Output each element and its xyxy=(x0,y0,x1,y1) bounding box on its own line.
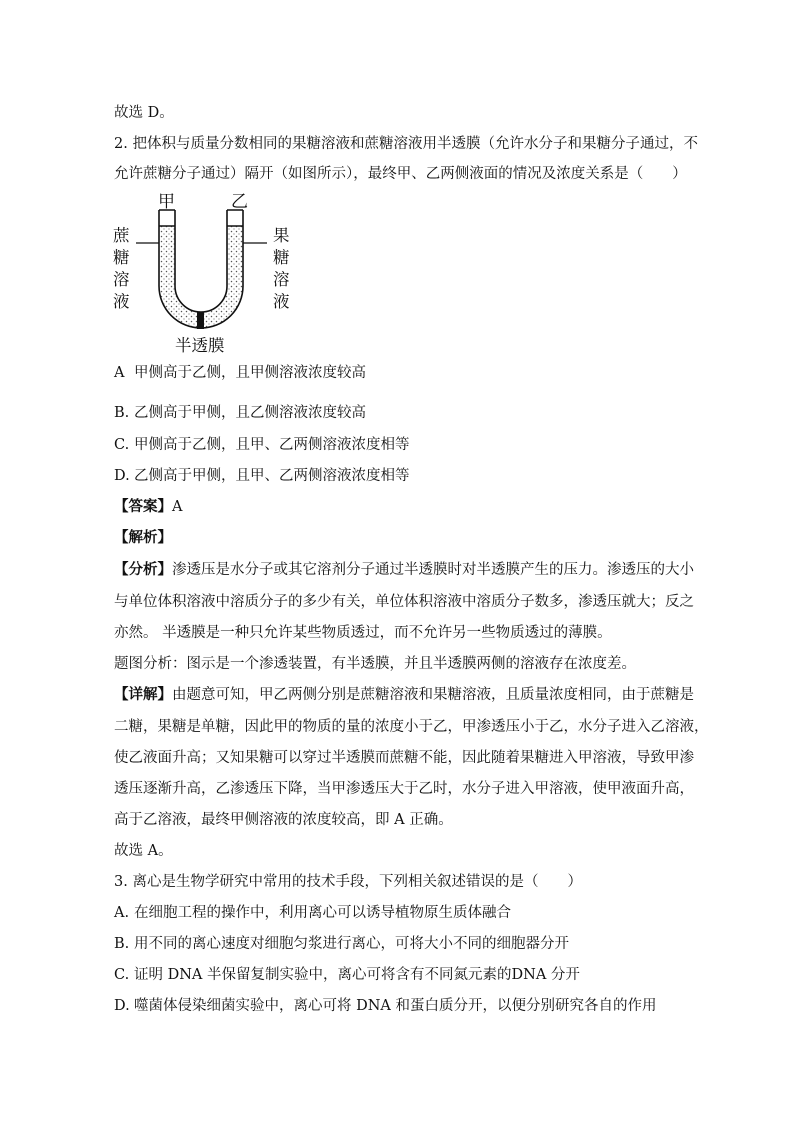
q2-option-c-text: 甲侧高于乙侧，且甲、乙两侧溶液浓度相等 xyxy=(134,437,410,453)
right-side-label xyxy=(273,226,290,311)
q2-option-d-letter: D. xyxy=(114,468,130,484)
analysis-tag: 【解析】 xyxy=(114,529,172,546)
q2-option-b-text: 乙侧高于甲侧，且乙侧溶液浓度较高 xyxy=(134,405,366,421)
q2-option-c-letter: C. xyxy=(114,437,130,453)
question-2-stem-line-1: 2. 把体积与质量分数相同的果糖溶液和蔗糖溶液用半透膜（允许水分子和果糖分子通过，不 xyxy=(114,136,698,152)
answer-line xyxy=(114,497,182,517)
q2-option-b[interactable] xyxy=(114,403,366,423)
xiangjie-line-3: 使乙液面升高；又知果糖可以穿过半透膜而蔗糖不能，因此随着果糖进入甲溶液，导致甲渗 xyxy=(114,750,694,766)
q3-option-d-text: 噬菌体侵染细菌实验中，离心可将 DNA 和蛋白质分开，以便分别研究各自的作用 xyxy=(134,998,657,1014)
question-2-conclusion: 故选 A。 xyxy=(114,843,173,859)
svg-text:溶: 溶 xyxy=(113,270,130,289)
svg-text:溶: 溶 xyxy=(273,270,290,289)
xiangjie-line-4: 透压逐渐升高，乙渗透压下降，当甲渗透压大于乙时，水分子进入甲溶液，使甲液面升高， xyxy=(114,781,694,797)
semi-permeable-membrane xyxy=(197,312,204,329)
q3-option-b[interactable] xyxy=(114,934,569,954)
question-3-stem: 3. 离心是生物学研究中常用的技术手段，下列相关叙述错误的是（ ） xyxy=(114,874,582,890)
q2-option-d[interactable] xyxy=(114,466,410,486)
q3-option-c[interactable] xyxy=(114,965,580,985)
previous-conclusion: 故选 D。 xyxy=(114,105,174,121)
q3-option-c-letter: C. xyxy=(114,967,130,983)
answer-value: A xyxy=(172,499,183,515)
q3-option-d-letter: D. xyxy=(114,998,130,1014)
xiangjie-line-1 xyxy=(114,685,694,705)
fenxi-line-3: 亦然。 半透膜是一种只允许某些物质透过，而不允许另一些物质透过的薄膜。 xyxy=(114,625,612,641)
svg-text:液: 液 xyxy=(113,292,130,311)
xiangjie-tag: 【详解】 xyxy=(114,686,172,703)
fenxi-tag: 【分析】 xyxy=(114,561,172,578)
left-side-label xyxy=(113,226,130,311)
question-2-stem-line-2: 允许蔗糖分子通过）隔开（如图所示），最终甲、乙两侧液面的情况及浓度关系是（ ） xyxy=(114,166,687,182)
label-yi: 乙 xyxy=(231,192,248,212)
svg-text:蔗: 蔗 xyxy=(113,226,130,245)
xiangjie-line-5: 高于乙溶液，最终甲侧溶液的浓度较高，即 A 正确。 xyxy=(114,812,453,828)
q3-option-d[interactable] xyxy=(114,996,657,1016)
svg-text:糖: 糖 xyxy=(273,248,290,267)
u-tube-diagram xyxy=(110,190,300,358)
q2-option-c[interactable] xyxy=(114,435,410,455)
membrane-label: 半透膜 xyxy=(175,336,225,355)
q2-option-b-letter: B. xyxy=(114,405,130,421)
q3-option-a-text: 在细胞工程的操作中，利用离心可以诱导植物原生质体融合 xyxy=(134,905,511,921)
q3-option-a-letter: A. xyxy=(114,905,130,921)
svg-text:果: 果 xyxy=(273,226,290,245)
fenxi-text-1: 渗透压是水分子或其它溶剂分子通过半透膜时对半透膜产生的压力。渗透压的大小 xyxy=(172,562,694,578)
xiangjie-text-1: 由题意可知，甲乙两侧分别是蔗糖溶液和果糖溶液，且质量浓度相同，由于蔗糖是 xyxy=(172,687,694,703)
q3-option-a[interactable] xyxy=(114,903,511,923)
label-jia: 甲 xyxy=(158,192,175,212)
svg-text:液: 液 xyxy=(273,292,290,311)
q2-option-a[interactable] xyxy=(114,363,366,383)
fenxi-line-1 xyxy=(114,560,694,580)
answer-tag: 【答案】 xyxy=(114,498,172,515)
q2-option-a-letter: A xyxy=(114,365,125,381)
q3-option-b-text: 用不同的离心速度对细胞匀浆进行离心，可将大小不同的细胞器分开 xyxy=(134,936,569,952)
q3-option-b-letter: B. xyxy=(114,936,130,952)
xiangjie-line-2: 二糖，果糖是单糖，因此甲的物质的量的浓度小于乙，甲渗透压小于乙，水分子进入乙溶液， xyxy=(114,719,709,735)
svg-text:糖: 糖 xyxy=(113,248,130,267)
q2-option-a-text: 甲侧高于乙侧，且甲侧溶液浓度较高 xyxy=(134,365,366,381)
tiyin-line: 题图分析：图示是一个渗透装置，有半透膜，并且半透膜两侧的溶液存在浓度差。 xyxy=(114,656,636,672)
q3-option-c-text: 证明 DNA 半保留复制实验中，离心可将含有不同氮元素的DNA 分开 xyxy=(134,967,580,983)
q2-option-d-text: 乙侧高于甲侧，且甲、乙两侧溶液浓度相等 xyxy=(134,468,410,484)
fenxi-line-2: 与单位体积溶液中溶质分子的多少有关，单位体积溶液中溶质分子数多，渗透压就大；反之 xyxy=(114,594,694,610)
